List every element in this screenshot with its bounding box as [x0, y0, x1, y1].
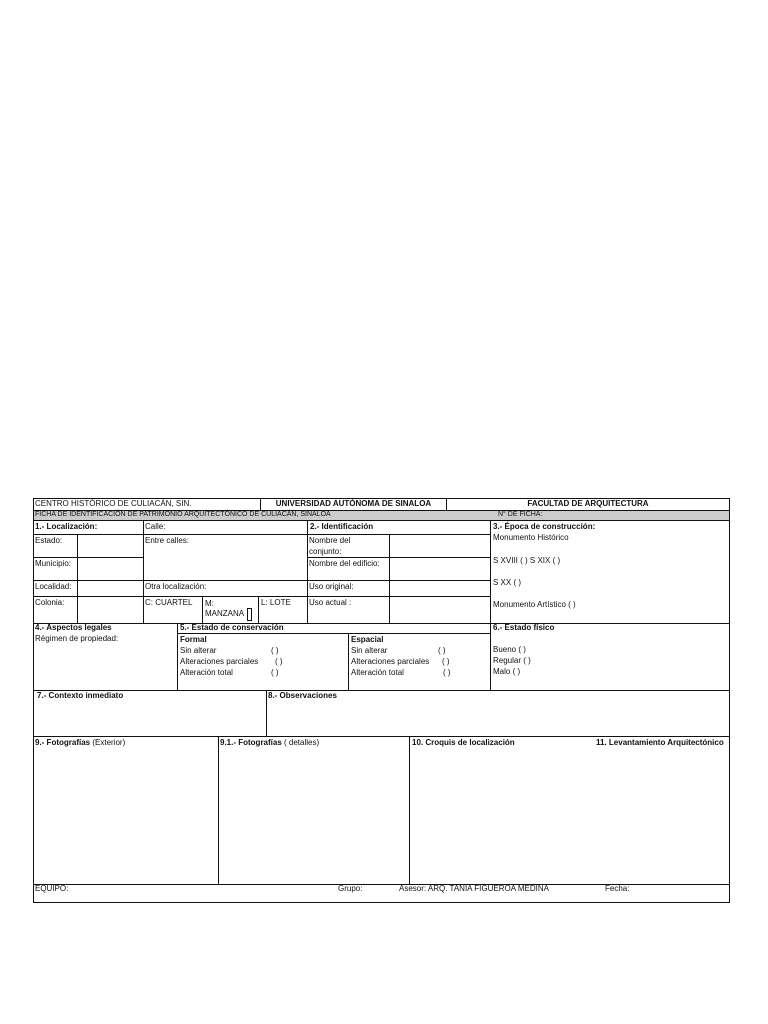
sep-foto-detalles-croquis: [409, 736, 410, 884]
section78-bottom: [33, 736, 730, 737]
espacial-alteracion-total-label: Alteración total: [351, 668, 404, 677]
lote-label: L: LOTE: [261, 598, 291, 607]
equipo-label: EQUIPO:: [35, 884, 69, 893]
aspectos-legales-title: 4.- Aspectos legales: [35, 623, 112, 632]
colonia-label: Colonia:: [35, 598, 65, 607]
nombre-conjunto-label-2: conjunto:: [309, 547, 342, 556]
asesor-label: Asesor: ARQ. TANIA FIGUEROA MEDINA: [399, 884, 549, 893]
localidad-label: Localidad:: [35, 582, 72, 591]
ficha-divider: [33, 520, 730, 521]
sep-contexto-observaciones: [266, 690, 267, 736]
section456-bottom: [33, 690, 730, 691]
heritage-identification-form: [33, 498, 730, 903]
sep-foto-exterior-detalles: [218, 736, 219, 884]
otra-localizacion-label: Otra localización:: [145, 582, 207, 591]
ficha-number-label: N° DE FICHA:: [498, 511, 543, 518]
entre-calles-label: Entre calles:: [145, 536, 190, 545]
monumento-historico-label: Monumento Histórico: [493, 533, 569, 542]
facultad-label: FACULTAD DE ARQUITECTURA: [527, 499, 649, 508]
form-border-bottom: [33, 902, 730, 903]
espacial-sin-alterar-paren: ( ): [438, 646, 446, 655]
fotografias-exterior-bold: 9.- Fotografías: [35, 738, 91, 747]
fotografias-exterior-rest: (Exterior): [90, 738, 126, 747]
sep-ident-value: [389, 534, 390, 623]
contexto-inmediato-title: 7.- Contexto inmediato: [37, 691, 124, 700]
epoca-title: 3.- Época de construcción:: [493, 522, 596, 531]
section123-bottom: [33, 623, 730, 624]
sep-calle-ident: [307, 520, 308, 623]
formal-alteracion-total-paren: ( ): [271, 668, 279, 677]
manzana-label: MANZANA: [205, 609, 245, 618]
form-border-right: [729, 498, 730, 903]
formal-sin-alterar-paren: ( ): [271, 646, 279, 655]
formal-alteraciones-parciales-paren: ( ): [275, 657, 283, 666]
conservacion-title: 5.- Estado de conservación: [180, 623, 284, 632]
espacial-alteracion-total-paren: ( ): [443, 668, 451, 677]
row4-bottom: [33, 596, 490, 597]
uso-original-label: Uso original:: [309, 582, 354, 591]
ficha-title: FICHA DE IDENTIFICACIÓN DE PATRIMONIO ARQUITECTÓNICO DE CULIACÁN, SINALOA: [35, 511, 331, 518]
row1-bottom: [33, 534, 490, 535]
fotografias-detalles-title: [220, 738, 319, 748]
cuartel-label: C: CUARTEL: [145, 598, 193, 607]
siglo-xx-option: S XX ( ): [493, 578, 522, 587]
form-border-left: [33, 498, 34, 903]
sep-ident-epoca: [490, 520, 491, 690]
espacial-alteraciones-parciales-paren: ( ): [442, 657, 450, 666]
espacial-alteraciones-parciales-label: Alteraciones parciales: [351, 657, 430, 666]
malo-option: Malo ( ): [493, 667, 521, 676]
sep-loc-calle: [143, 520, 144, 623]
centro-historico-label: CENTRO HISTÓRICO DE CULIACÁN, SIN.: [35, 499, 192, 508]
uso-actual-label: Uso actual :: [309, 598, 352, 607]
row3-bottom: [33, 580, 490, 581]
calle-label: Calle:: [145, 522, 166, 531]
bueno-option: Bueno ( ): [493, 645, 526, 654]
regimen-propiedad-label: Régimen de propiedad:: [35, 634, 119, 643]
monumento-artistico-option: Monumento Artístico ( ): [493, 600, 576, 609]
levantamiento-arquitectonico-title: 11. Levantamiento Arquitectónico: [596, 738, 724, 747]
espacial-sin-alterar-label: Sin alterar: [351, 646, 388, 655]
formal-alteraciones-parciales-label: Alteraciones parciales: [180, 657, 259, 666]
siglos-xviii-xix-option: S XVIII ( ) S XIX ( ): [493, 556, 561, 565]
regular-option: Regular ( ): [493, 656, 531, 665]
fotografias-exterior-title: [35, 738, 125, 748]
sep-estado-value: [77, 534, 78, 623]
sep-manzana-lote: [258, 596, 259, 623]
sep-cuartel-manzana: [202, 596, 203, 623]
formal-sin-alterar-label: Sin alterar: [180, 646, 217, 655]
croquis-localizacion-title: 10. Croquis de localización: [412, 738, 515, 747]
formal-alteracion-total-label: Alteración total: [180, 668, 233, 677]
sep-formal-espacial: [348, 633, 349, 690]
estado-label: Estado:: [35, 536, 63, 545]
manzana-marker: [247, 608, 252, 621]
row2-left-bottom: [33, 557, 143, 558]
espacial-label: Espacial: [351, 635, 384, 644]
identificacion-title: 2.- Identificación: [310, 522, 374, 531]
nombre-conjunto-label-1: Nombre del: [309, 536, 351, 545]
row2-right-bottom: [307, 557, 490, 558]
fecha-label: Fecha:: [605, 884, 630, 893]
nombre-edificio-label: Nombre del edificio:: [309, 559, 380, 568]
municipio-label: Municipio:: [35, 559, 72, 568]
formal-label: Formal: [180, 635, 207, 644]
universidad-label: UNIVERSIDAD AUTÓNOMA DE SINALOA: [275, 499, 432, 508]
conservacion-title-bottom: [177, 633, 490, 634]
manzana-m-label: M:: [205, 599, 214, 608]
observaciones-title: 8.- Observaciones: [268, 691, 337, 700]
localizacion-title: 1.- Localización:: [35, 522, 98, 531]
fotografias-detalles-rest: ( detalles): [281, 738, 320, 747]
grupo-label: Grupo:: [338, 884, 363, 893]
fotografias-detalles-bold: 9.1.- Fotografías: [220, 738, 282, 747]
estado-fisico-title: 6.- Estado físico: [493, 623, 555, 632]
